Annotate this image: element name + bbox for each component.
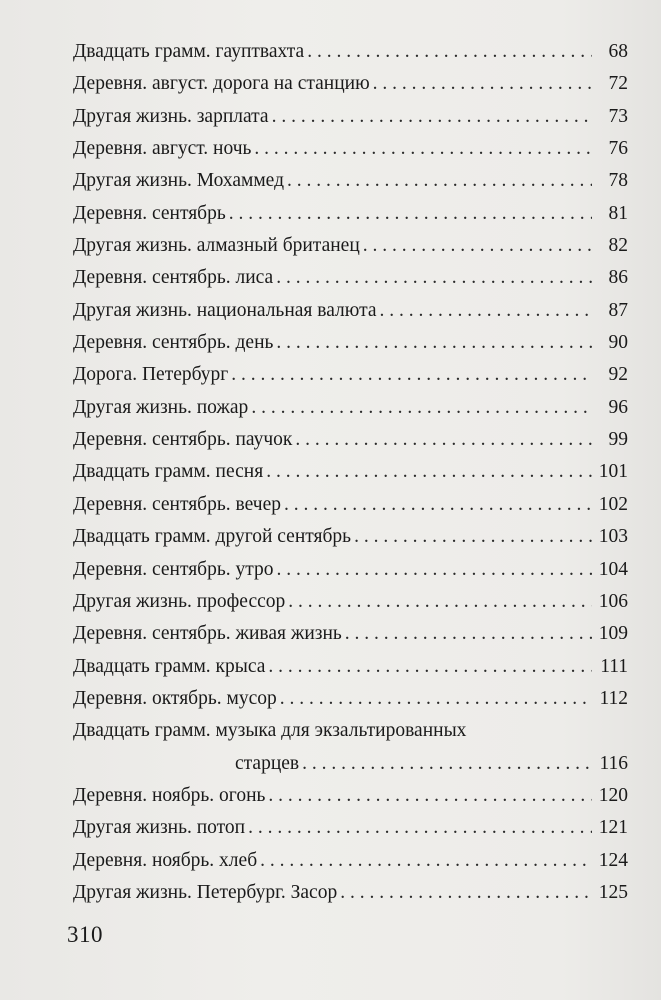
toc-entry	[73, 198, 628, 230]
toc-entry	[73, 845, 628, 877]
toc-entry	[73, 651, 628, 683]
toc-entry-page: 102	[598, 493, 628, 515]
toc-entry	[73, 812, 628, 844]
toc-entry-page: 106	[598, 590, 628, 612]
toc-entry-title: Двадцать грамм. другой сентябрь	[73, 526, 352, 548]
dot-leader	[276, 327, 592, 359]
dot-leader	[272, 101, 592, 133]
toc-entry	[73, 165, 628, 197]
toc-entry	[73, 359, 628, 391]
toc-entry-page: 96	[608, 396, 628, 418]
toc-entry-page: 86	[608, 267, 628, 289]
dot-leader	[280, 683, 592, 715]
toc-entry	[73, 683, 628, 715]
toc-entry	[73, 262, 628, 294]
toc-entry-page: 78	[608, 170, 628, 192]
toc-entry	[73, 133, 628, 165]
dot-leader	[373, 68, 592, 100]
toc-entry-title-continuation: старцев	[235, 752, 300, 774]
dot-leader	[266, 456, 592, 488]
toc-entry-title: Другая жизнь. национальная валюта	[73, 299, 377, 321]
toc-entry-page: 68	[608, 41, 628, 62]
toc-entry-title: Деревня. ноябрь. хлеб	[73, 849, 258, 871]
toc-entry-title: Другая жизнь. зарплата	[73, 105, 269, 127]
dot-leader	[295, 424, 592, 456]
toc-entry-title: Двадцать грамм. музыка для экзальтированных	[73, 720, 467, 742]
dot-leader	[231, 359, 592, 391]
dot-leader	[251, 392, 592, 424]
toc-entry-page: 90	[608, 332, 628, 354]
toc-entry	[73, 521, 628, 553]
page-number: 310	[67, 922, 103, 947]
toc-entry-title: Деревня. сентябрь. лиса	[73, 267, 274, 289]
toc-entry-page: 92	[608, 364, 628, 386]
toc-entry-title: Деревня. сентябрь. день	[73, 332, 274, 354]
dot-leader	[287, 165, 592, 197]
dot-leader	[380, 295, 593, 327]
toc-entry-page: 104	[598, 558, 628, 580]
toc-entry-title: Деревня. ноябрь. огонь	[73, 784, 266, 806]
toc-entry-page: 82	[608, 235, 628, 257]
toc-entry-multiline	[73, 715, 628, 780]
toc-entry-title: Другая жизнь. Петербург. Засор	[73, 881, 338, 903]
toc-entry-page: 120	[598, 784, 628, 806]
toc-entry	[73, 586, 628, 618]
toc-entry-title: Другая жизнь. алмазный британец	[73, 235, 360, 257]
dot-leader	[340, 877, 592, 909]
toc-entry-title: Деревня. октябрь. мусор	[73, 687, 277, 709]
dot-leader	[345, 618, 592, 650]
dot-leader	[354, 521, 592, 553]
toc-entry-title: Деревня. сентябрь	[73, 202, 226, 224]
toc-entry-page: 124	[598, 849, 628, 871]
dot-leader	[284, 489, 592, 521]
toc-entry	[73, 295, 628, 327]
toc-entry	[73, 392, 628, 424]
toc-entry-title: Другая жизнь. потоп	[73, 817, 246, 839]
dot-leader	[307, 36, 592, 68]
toc-entry-page: 99	[608, 429, 628, 451]
toc-entry-title: Другая жизнь. Мохаммед	[73, 170, 284, 192]
toc-entry-title: Двадцать грамм. крыса	[73, 655, 266, 677]
dot-leader	[268, 651, 592, 683]
toc-entry	[73, 424, 628, 456]
toc-entry-title: Дорога. Петербург	[73, 364, 229, 386]
toc-entry-page: 101	[598, 461, 628, 483]
toc-entry-page: 72	[608, 73, 628, 95]
toc-entry-title: Деревня. сентябрь. вечер	[73, 493, 281, 515]
toc-entry-page: 125	[598, 881, 628, 903]
toc-entry-title: Другая жизнь. пожар	[73, 396, 249, 418]
dot-leader	[248, 812, 592, 844]
toc-entry	[73, 101, 628, 133]
toc-entry-title: Двадцать грамм. гауптвахта	[73, 41, 305, 62]
toc-entry-title: Деревня. август. ночь	[73, 138, 252, 160]
toc-entry	[73, 36, 628, 68]
toc-entry	[73, 456, 628, 488]
toc-entry-page: 73	[608, 105, 628, 127]
toc-entry	[73, 618, 628, 650]
toc-entry-title: Двадцать грамм. песня	[73, 461, 264, 483]
dot-leader	[260, 845, 592, 877]
toc-entry	[73, 554, 628, 586]
toc-entry-page: 109	[598, 623, 628, 645]
dot-leader	[302, 748, 592, 780]
dot-leader	[277, 554, 592, 586]
table-of-contents	[73, 36, 628, 909]
toc-entry	[73, 877, 628, 909]
toc-entry-page: 116	[599, 752, 628, 774]
toc-entry-title: Другая жизнь. профессор	[73, 590, 286, 612]
toc-entry-page: 87	[608, 299, 628, 321]
toc-entry-page: 121	[598, 817, 628, 839]
dot-leader	[268, 780, 592, 812]
toc-entry	[73, 68, 628, 100]
dot-leader	[229, 198, 592, 230]
dot-leader	[363, 230, 592, 262]
toc-entry-page: 103	[598, 526, 628, 548]
dot-leader	[254, 133, 592, 165]
toc-entry-page: 112	[599, 687, 628, 709]
toc-entry-title: Деревня. август. дорога на станцию	[73, 73, 370, 95]
toc-entry	[73, 327, 628, 359]
toc-entry-title: Деревня. сентябрь. живая жизнь	[73, 623, 342, 645]
dot-leader	[276, 262, 592, 294]
toc-entry	[73, 780, 628, 812]
toc-entry-page: 81	[608, 202, 628, 224]
toc-entry	[73, 489, 628, 521]
toc-entry-title: Деревня. сентябрь. утро	[73, 558, 274, 580]
toc-entry-title: Деревня. сентябрь. паучок	[73, 429, 293, 451]
toc-entry	[73, 230, 628, 262]
dot-leader	[288, 586, 592, 618]
toc-entry-page: 76	[608, 138, 628, 160]
toc-entry-page: 111	[600, 655, 628, 677]
